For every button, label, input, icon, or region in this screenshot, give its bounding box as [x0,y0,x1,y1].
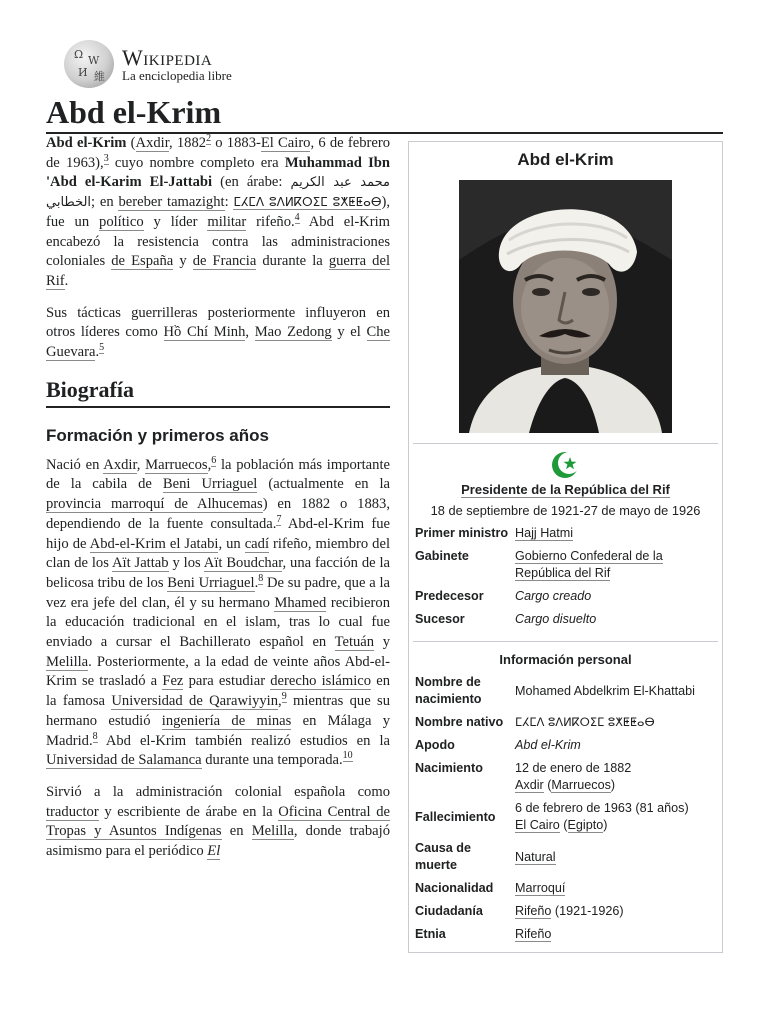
office-row-value: Cargo creado [515,589,592,603]
link-melilla[interactable]: Melilla [46,653,89,670]
link-ho-chi-minh[interactable]: Hồ Chí Minh [163,324,246,341]
tagline: La enciclopedia libre [122,67,232,83]
tifinagh-name[interactable]: ⵎⵃⵎⴷ ⵓⴷⵍⴽⵔⵉⵎ ⵓⵅⵟⵟⴰⴱ [233,195,382,210]
link-che-guevara[interactable]: Che Guevara [46,324,391,361]
page-title: Abd el-Krim [46,94,723,134]
ref-9[interactable]: 9 [281,691,287,703]
row-birth-name: Nombre de nacimiento Mohamed Abdelkrim El-Khattabi [415,675,695,706]
term-dates: 18 de septiembre de 1921-27 de mayo de 1926 [430,503,701,518]
link-francia[interactable]: de Francia [192,253,257,270]
link-beni-urriaguel-2[interactable]: Beni Urriaguel [167,574,255,591]
link-el-cairo[interactable]: El Cairo [260,135,311,151]
ref-8b[interactable]: 8 [92,730,98,742]
link-axdir[interactable]: Axdir [135,135,169,151]
ref-7[interactable]: 7 [276,513,282,525]
intro-paragraph-1: Abd el-Krim (Axdir, 1882$^2$ o 1883-El Cairo, 6 de febrero de 1963),$^3$ cuyo nombre completo era Muhammad Ibn 'Abd el-Karim El-Jattabi (en árabe: محمد عبد الكريم الخطابي; en bereber tamazight: ⵎⵃⵎⴷ ⵓⴷⵍⴽⵔⵉⵎ ⵓⵅⵟⵟⴰⴱ), fue un político y líder militar rifeño.$^4$ Abd el-Krim encabezó la resistencia contra las administraciones coloniales de España y de Francia durante la guerra del Rif. [46,133,391,289]
link-egipto-infobox[interactable]: Egipto [567,818,604,832]
link-rifeno-etnia[interactable]: Rifeño [515,927,552,941]
personal-info-table [413,671,718,946]
row-ethnicity: Etnia Rifeño [415,927,552,941]
link-tetuan[interactable]: Tetuán [334,634,375,651]
link-ait-boudchar[interactable]: Aït Boudchar [203,555,283,572]
link-marruecos-infobox[interactable]: Marruecos [551,778,611,792]
row-death: Fallecimiento 6 de febrero de 1963 (81 años) El Cairo (Egipto) [415,801,689,832]
portrait-photo[interactable] [459,180,672,433]
office-row-value[interactable]: Gobierno Confederal de la República del Rif [515,549,663,580]
intro-paragraph-2: Sus tácticas guerrilleras posteriormente influyeron en otros líderes como Hồ Chí Minh, Mao Zedong y el Che Guevara.$^5$ [46,304,391,361]
row-citizenship: Ciudadanía Rifeño (1921-1926) [415,904,624,918]
link-cadi[interactable]: cadí [244,535,269,552]
link-el-cairo-infobox[interactable]: El Cairo [515,818,560,832]
link-universidad-salamanca[interactable]: Universidad de Salamanca [46,752,202,769]
office-table [413,522,718,631]
ref-3[interactable]: 3 [103,152,109,164]
article-body [46,134,390,874]
row-native-name: Nombre nativo ⵎⵃⵎⴷ ⵓⴷⵍⴽⵔⵉⵎ ⵓⵅⵟⵟⴰⴱ [415,715,655,729]
link-rifeno[interactable]: Rifeño [515,904,552,918]
link-mao-zedong[interactable]: Mao Zedong [254,324,332,341]
link-ingenieria-minas[interactable]: ingeniería de minas [161,712,292,729]
link-marruecos[interactable]: Marruecos [145,456,208,473]
link-oficina-central[interactable]: Oficina Central de Tropas y Asuntos Indígenas [46,803,390,840]
full-name: Muhammad Ibn 'Abd el-Karim El-Jattabi [46,154,391,191]
ref-2[interactable]: 2 [206,133,212,145]
subsection-heading-formacion: Formación y primeros años [46,425,269,445]
link-abd-el-krim-el-jatabi[interactable]: Abd-el-Krim el Jatabi [89,535,219,552]
link-presidente-republica-rif[interactable]: Presidente de la República del Rif [461,482,670,497]
link-bereber[interactable]: bereber tamazight [118,194,225,211]
biografia-paragraph-1: Nació en Axdir, Marruecos,$^6$ la población más importante de la cabila de Beni Urriaguel (actualmente en la provincia marroquí de Alhucemas) en 1882 o 1883, dependiendo de la fuente consultada.$^7$ Abd-el-Krim fue hijo de Abd-el-Krim el Jatabi, un cadí rifeño, miembro del clan de los Aït Jattab y los Aït Boudchar, una facción de la belicosa tribu de los Beni Urriaguel.$^8$ De su padre, que a la vez era jefe del clan, él y su hermano Mhamed recibieron la educación tradicional en el islam, tras lo cual fue enviado a cursar el Bachillerato español en Tetuán y Melilla. Posteriormente, a la edad de veinte años Abd-el-Krim se trasladó a Fez para estudiar derecho islámico en la famosa Universidad de Qarawiyyin,$^9$ mientras que su hermano estudió ingeniería de minas en Málaga y Madrid.$^8$ Abd el-Krim también realizó estudios en la Universidad de Salamanca durante una temporada.$^{10}$ [46,454,391,769]
row-birth: Nacimiento 12 de enero de 1882 Axdir (Marruecos) [415,761,632,792]
wikipedia-logo[interactable] [46,38,723,90]
link-fez[interactable]: Fez [162,673,184,690]
row-nickname: Apodo Abd el-Krim [415,738,581,752]
link-politico[interactable]: político [99,213,144,230]
biografia-paragraph-2: Sirvió a la administración colonial española como traductor y escribiente de árabe en la Oficina Central de Tropas y Asuntos Indígenas en Melilla, donde trabajó asimismo para el periódico El [46,783,390,860]
link-melilla-2[interactable]: Melilla [251,823,294,840]
subject-name: Abd el-Krim [46,135,127,151]
ref-5[interactable]: 5 [99,342,105,354]
link-natural[interactable]: Natural [515,849,556,864]
link-militar[interactable]: militar [207,213,247,230]
link-el-periodico[interactable]: El [207,843,221,860]
office-row: Predecesor Cargo creado [415,589,592,603]
link-beni-urriaguel[interactable]: Beni Urriaguel [162,476,258,493]
office-row: Primer ministro Hajj Hatmi [415,526,574,540]
link-marroqui[interactable]: Marroquí [515,881,566,895]
infobox [408,141,723,953]
section-heading-biografia: Biografía [46,377,390,408]
row-cause-of-death: Causa de muerte Natural [415,841,556,872]
link-traductor[interactable]: traductor [46,803,99,820]
personal-info-heading: Información personal [499,652,632,667]
portrait-illustration [459,180,672,433]
page [46,38,723,941]
link-provincia-alhucemas[interactable]: provincia marroquí de Alhucemas [46,496,263,513]
link-derecho-islamico[interactable]: derecho islámico [270,673,372,690]
office-row: Sucesor Cargo disuelto [415,612,597,626]
row-nationality: Nacionalidad Marroquí [415,881,566,895]
link-mhamed[interactable]: Mhamed [274,594,327,611]
office-row: Gabinete Gobierno Confederal de la República del Rif [415,549,663,580]
office-row-value[interactable]: Hajj Hatmi [515,526,574,540]
link-axdir-infobox[interactable]: Axdir [515,778,544,792]
arabic-name: محمد عبد الكريم الخطابي [46,175,390,211]
ref-4[interactable]: 4 [294,211,300,223]
office-row-value: Cargo disuelto [515,612,597,626]
ref-8[interactable]: 8 [258,573,264,585]
ref-6[interactable]: 6 [211,454,217,466]
link-axdir[interactable]: Axdir [103,456,137,473]
rif-crescent-star-icon [551,450,581,480]
link-espana[interactable]: de España [111,253,174,270]
ref-10[interactable]: 10 [342,750,353,762]
link-ait-jattab[interactable]: Aït Jattab [111,555,169,572]
wordmark: Wikipedia [122,44,213,70]
infobox-title: Abd el-Krim [517,150,614,169]
link-guerra-del-rif[interactable]: guerra del Rif [46,253,390,289]
link-universidad-qarawiyyin[interactable]: Universidad de Qarawiyyin [111,693,279,710]
wikipedia-globe-icon: Ω W И 維 [64,40,114,88]
